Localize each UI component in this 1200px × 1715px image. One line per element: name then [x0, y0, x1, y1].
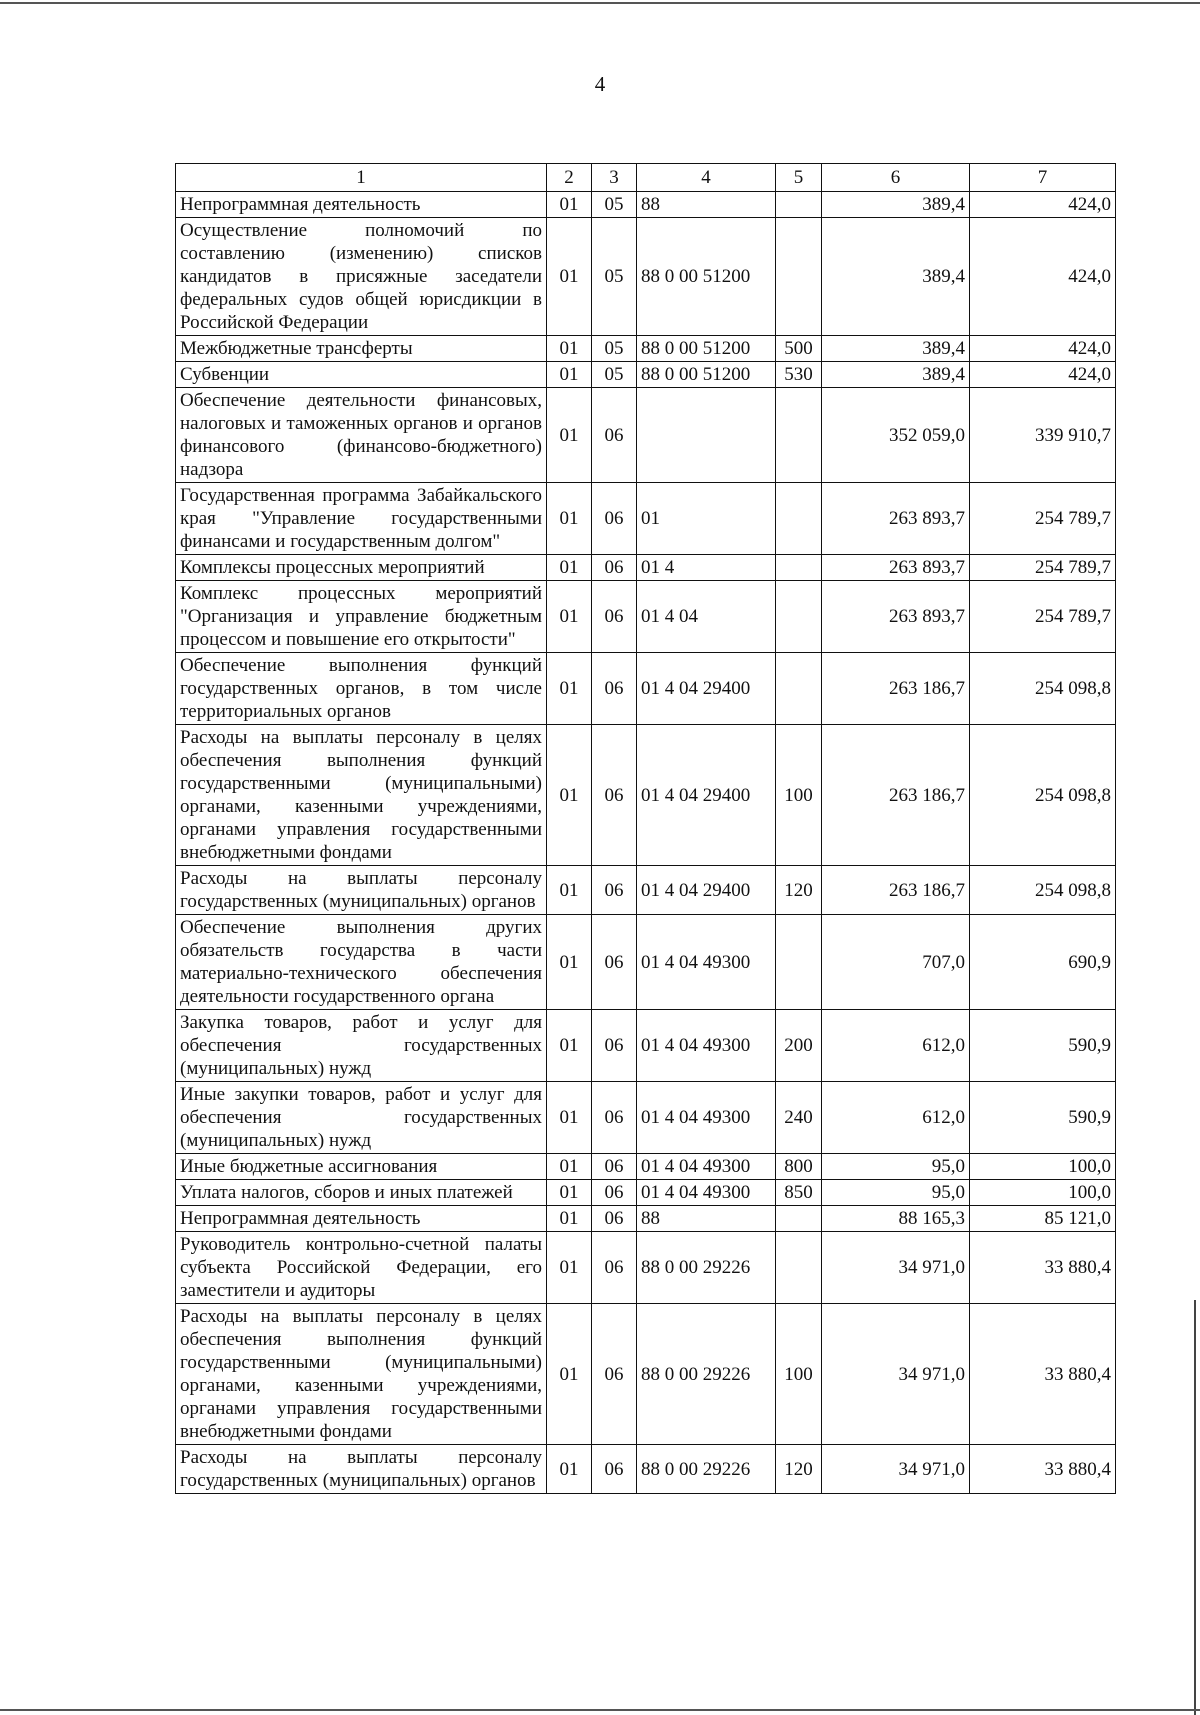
subsection-code-cell: 06: [592, 555, 637, 581]
expense-type-cell: 800: [776, 1154, 822, 1180]
subsection-code-cell: 06: [592, 915, 637, 1010]
row-name-cell: Закупка товаров, работ и услуг для обеспечения государственных (муниципальных) нужд: [176, 1010, 547, 1082]
amount-year-2-cell: 590,9: [970, 1010, 1116, 1082]
amount-year-2-cell: 254 789,7: [970, 555, 1116, 581]
amount-year-2-cell: 424,0: [970, 192, 1116, 218]
table-row: [176, 1232, 1116, 1304]
scan-bottom-edge: [0, 1709, 1200, 1711]
amount-year-2-cell: 254 098,8: [970, 725, 1116, 866]
table-row: [176, 1180, 1116, 1206]
amount-year-2-cell: 254 789,7: [970, 581, 1116, 653]
section-code-cell: 01: [547, 218, 592, 336]
target-article-cell: 88 0 00 51200: [637, 336, 776, 362]
column-header: 2: [547, 164, 592, 192]
row-name-cell: Непрограммная деятельность: [176, 1206, 547, 1232]
target-article-cell: 01 4 04 49300: [637, 1082, 776, 1154]
section-code-cell: 01: [547, 581, 592, 653]
subsection-code-cell: 05: [592, 362, 637, 388]
amount-year-2-cell: 424,0: [970, 218, 1116, 336]
amount-year-2-cell: 33 880,4: [970, 1232, 1116, 1304]
expense-type-cell: [776, 218, 822, 336]
amount-year-1-cell: 263 186,7: [822, 725, 970, 866]
table-row: [176, 192, 1116, 218]
section-code-cell: 01: [547, 483, 592, 555]
subsection-code-cell: 06: [592, 1445, 637, 1494]
section-code-cell: 01: [547, 1082, 592, 1154]
table-row: [176, 555, 1116, 581]
subsection-code-cell: 06: [592, 653, 637, 725]
row-name-cell: Расходы на выплаты персоналу в целях обеспечения выполнения функций государственными (муниципальными) органами, казенными учреждениями, органами управления государственными внебюджетными фондами: [176, 725, 547, 866]
subsection-code-cell: 06: [592, 1180, 637, 1206]
target-article-cell: [637, 388, 776, 483]
row-name-cell: Субвенции: [176, 362, 547, 388]
amount-year-2-cell: 254 789,7: [970, 483, 1116, 555]
amount-year-1-cell: 389,4: [822, 218, 970, 336]
amount-year-2-cell: 339 910,7: [970, 388, 1116, 483]
row-name-cell: Комплекс процессных мероприятий "Организация и управление бюджетным процессом и повышение его открытости": [176, 581, 547, 653]
section-code-cell: 01: [547, 915, 592, 1010]
amount-year-2-cell: 254 098,8: [970, 653, 1116, 725]
target-article-cell: 01 4 04 29400: [637, 866, 776, 915]
section-code-cell: 01: [547, 192, 592, 218]
amount-year-1-cell: 612,0: [822, 1010, 970, 1082]
amount-year-1-cell: 352 059,0: [822, 388, 970, 483]
subsection-code-cell: 06: [592, 1232, 637, 1304]
section-code-cell: 01: [547, 1154, 592, 1180]
section-code-cell: 01: [547, 336, 592, 362]
target-article-cell: 01 4: [637, 555, 776, 581]
subsection-code-cell: 05: [592, 192, 637, 218]
target-article-cell: 01 4 04 49300: [637, 915, 776, 1010]
amount-year-2-cell: 590,9: [970, 1082, 1116, 1154]
row-name-cell: Непрограммная деятельность: [176, 192, 547, 218]
row-name-cell: Обеспечение выполнения функций государственных органов, в том числе территориальных органов: [176, 653, 547, 725]
amount-year-1-cell: 34 971,0: [822, 1232, 970, 1304]
expense-type-cell: [776, 388, 822, 483]
amount-year-1-cell: 263 893,7: [822, 483, 970, 555]
amount-year-1-cell: 263 186,7: [822, 653, 970, 725]
column-header: 4: [637, 164, 776, 192]
row-name-cell: Межбюджетные трансферты: [176, 336, 547, 362]
target-article-cell: 01 4 04 49300: [637, 1180, 776, 1206]
expense-type-cell: 200: [776, 1010, 822, 1082]
row-name-cell: Руководитель контрольно-счетной палаты субъекта Российской Федерации, его заместители и аудиторы: [176, 1232, 547, 1304]
section-code-cell: 01: [547, 1304, 592, 1445]
expense-type-cell: [776, 192, 822, 218]
amount-year-1-cell: 34 971,0: [822, 1445, 970, 1494]
target-article-cell: 01 4 04 29400: [637, 653, 776, 725]
amount-year-2-cell: 690,9: [970, 915, 1116, 1010]
target-article-cell: 88 0 00 29226: [637, 1304, 776, 1445]
table-row: [176, 218, 1116, 336]
column-header: 3: [592, 164, 637, 192]
section-code-cell: 01: [547, 1010, 592, 1082]
expense-type-cell: 850: [776, 1180, 822, 1206]
expense-type-cell: 100: [776, 1304, 822, 1445]
row-name-cell: Государственная программа Забайкальского края "Управление государственными финансами и государственным долгом": [176, 483, 547, 555]
target-article-cell: 88 0 00 51200: [637, 362, 776, 388]
subsection-code-cell: 06: [592, 866, 637, 915]
section-code-cell: 01: [547, 1180, 592, 1206]
target-article-cell: 88 0 00 29226: [637, 1445, 776, 1494]
column-header: 6: [822, 164, 970, 192]
amount-year-1-cell: 95,0: [822, 1154, 970, 1180]
amount-year-1-cell: 34 971,0: [822, 1304, 970, 1445]
scan-top-edge: [0, 2, 1200, 4]
row-name-cell: Обеспечение выполнения других обязательств государства в части материально-технического обеспечения деятельности государственного органа: [176, 915, 547, 1010]
section-code-cell: 01: [547, 725, 592, 866]
subsection-code-cell: 06: [592, 1154, 637, 1180]
section-code-cell: 01: [547, 866, 592, 915]
section-code-cell: 01: [547, 1445, 592, 1494]
target-article-cell: 01: [637, 483, 776, 555]
subsection-code-cell: 06: [592, 581, 637, 653]
expense-type-cell: 100: [776, 725, 822, 866]
amount-year-2-cell: 33 880,4: [970, 1445, 1116, 1494]
expense-type-cell: [776, 1232, 822, 1304]
row-name-cell: Осуществление полномочий по составлению (изменению) списков кандидатов в присяжные заседатели федеральных судов общей юрисдикции в Российской Федерации: [176, 218, 547, 336]
expense-type-cell: [776, 653, 822, 725]
subsection-code-cell: 06: [592, 388, 637, 483]
subsection-code-cell: 06: [592, 725, 637, 866]
row-name-cell: Уплата налогов, сборов и иных платежей: [176, 1180, 547, 1206]
section-code-cell: 01: [547, 1206, 592, 1232]
row-name-cell: Иные закупки товаров, работ и услуг для обеспечения государственных (муниципальных) нужд: [176, 1082, 547, 1154]
amount-year-2-cell: 33 880,4: [970, 1304, 1116, 1445]
table-row: [176, 725, 1116, 866]
target-article-cell: 88 0 00 29226: [637, 1232, 776, 1304]
table-row: [176, 1445, 1116, 1494]
expense-type-cell: [776, 581, 822, 653]
amount-year-2-cell: 424,0: [970, 336, 1116, 362]
expense-type-cell: [776, 915, 822, 1010]
amount-year-1-cell: 389,4: [822, 192, 970, 218]
page-number: 4: [594, 72, 606, 96]
target-article-cell: 88: [637, 1206, 776, 1232]
row-name-cell: Расходы на выплаты персоналу в целях обеспечения выполнения функций государственными (муниципальными) органами, казенными учреждениями, органами управления государственными внебюджетными фондами: [176, 1304, 547, 1445]
subsection-code-cell: 06: [592, 483, 637, 555]
table-row: [176, 336, 1116, 362]
expense-type-cell: 120: [776, 866, 822, 915]
amount-year-2-cell: 254 098,8: [970, 866, 1116, 915]
amount-year-1-cell: 707,0: [822, 915, 970, 1010]
table-row: [176, 362, 1116, 388]
budget-table: [175, 163, 1116, 1494]
amount-year-1-cell: 389,4: [822, 362, 970, 388]
table-row: [176, 483, 1116, 555]
expense-type-cell: 120: [776, 1445, 822, 1494]
target-article-cell: 01 4 04 49300: [637, 1010, 776, 1082]
target-article-cell: 01 4 04 49300: [637, 1154, 776, 1180]
table-row: [176, 581, 1116, 653]
target-article-cell: 88 0 00 51200: [637, 218, 776, 336]
amount-year-1-cell: 263 186,7: [822, 866, 970, 915]
amount-year-1-cell: 95,0: [822, 1180, 970, 1206]
expense-type-cell: [776, 1206, 822, 1232]
row-name-cell: Обеспечение деятельности финансовых, налоговых и таможенных органов и органов финансового (финансово-бюджетного) надзора: [176, 388, 547, 483]
expense-type-cell: 530: [776, 362, 822, 388]
section-code-cell: 01: [547, 362, 592, 388]
amount-year-1-cell: 88 165,3: [822, 1206, 970, 1232]
section-code-cell: 01: [547, 1232, 592, 1304]
subsection-code-cell: 06: [592, 1082, 637, 1154]
column-header: 7: [970, 164, 1116, 192]
amount-year-2-cell: 100,0: [970, 1154, 1116, 1180]
subsection-code-cell: 06: [592, 1010, 637, 1082]
table-row: [176, 1154, 1116, 1180]
amount-year-2-cell: 85 121,0: [970, 1206, 1116, 1232]
table-row: [176, 915, 1116, 1010]
section-code-cell: 01: [547, 653, 592, 725]
table-row: [176, 388, 1116, 483]
expense-type-cell: 240: [776, 1082, 822, 1154]
section-code-cell: 01: [547, 388, 592, 483]
subsection-code-cell: 06: [592, 1304, 637, 1445]
table-row: [176, 1082, 1116, 1154]
row-name-cell: Расходы на выплаты персоналу государственных (муниципальных) органов: [176, 1445, 547, 1494]
target-article-cell: 01 4 04 29400: [637, 725, 776, 866]
column-header: 1: [176, 164, 547, 192]
table-row: [176, 866, 1116, 915]
table-row: [176, 1010, 1116, 1082]
amount-year-1-cell: 263 893,7: [822, 581, 970, 653]
column-header: 5: [776, 164, 822, 192]
scan-right-edge: [1194, 1300, 1196, 1715]
subsection-code-cell: 06: [592, 1206, 637, 1232]
amount-year-2-cell: 100,0: [970, 1180, 1116, 1206]
subsection-code-cell: 05: [592, 218, 637, 336]
table-row: [176, 653, 1116, 725]
amount-year-2-cell: 424,0: [970, 362, 1116, 388]
amount-year-1-cell: 263 893,7: [822, 555, 970, 581]
expense-type-cell: 500: [776, 336, 822, 362]
row-name-cell: Иные бюджетные ассигнования: [176, 1154, 547, 1180]
expense-type-cell: [776, 555, 822, 581]
column-number-row: [176, 164, 1116, 192]
target-article-cell: 01 4 04: [637, 581, 776, 653]
table-row: [176, 1206, 1116, 1232]
expense-type-cell: [776, 483, 822, 555]
amount-year-1-cell: 389,4: [822, 336, 970, 362]
section-code-cell: 01: [547, 555, 592, 581]
target-article-cell: 88: [637, 192, 776, 218]
amount-year-1-cell: 612,0: [822, 1082, 970, 1154]
row-name-cell: Расходы на выплаты персоналу государственных (муниципальных) органов: [176, 866, 547, 915]
subsection-code-cell: 05: [592, 336, 637, 362]
row-name-cell: Комплексы процессных мероприятий: [176, 555, 547, 581]
table-row: [176, 1304, 1116, 1445]
